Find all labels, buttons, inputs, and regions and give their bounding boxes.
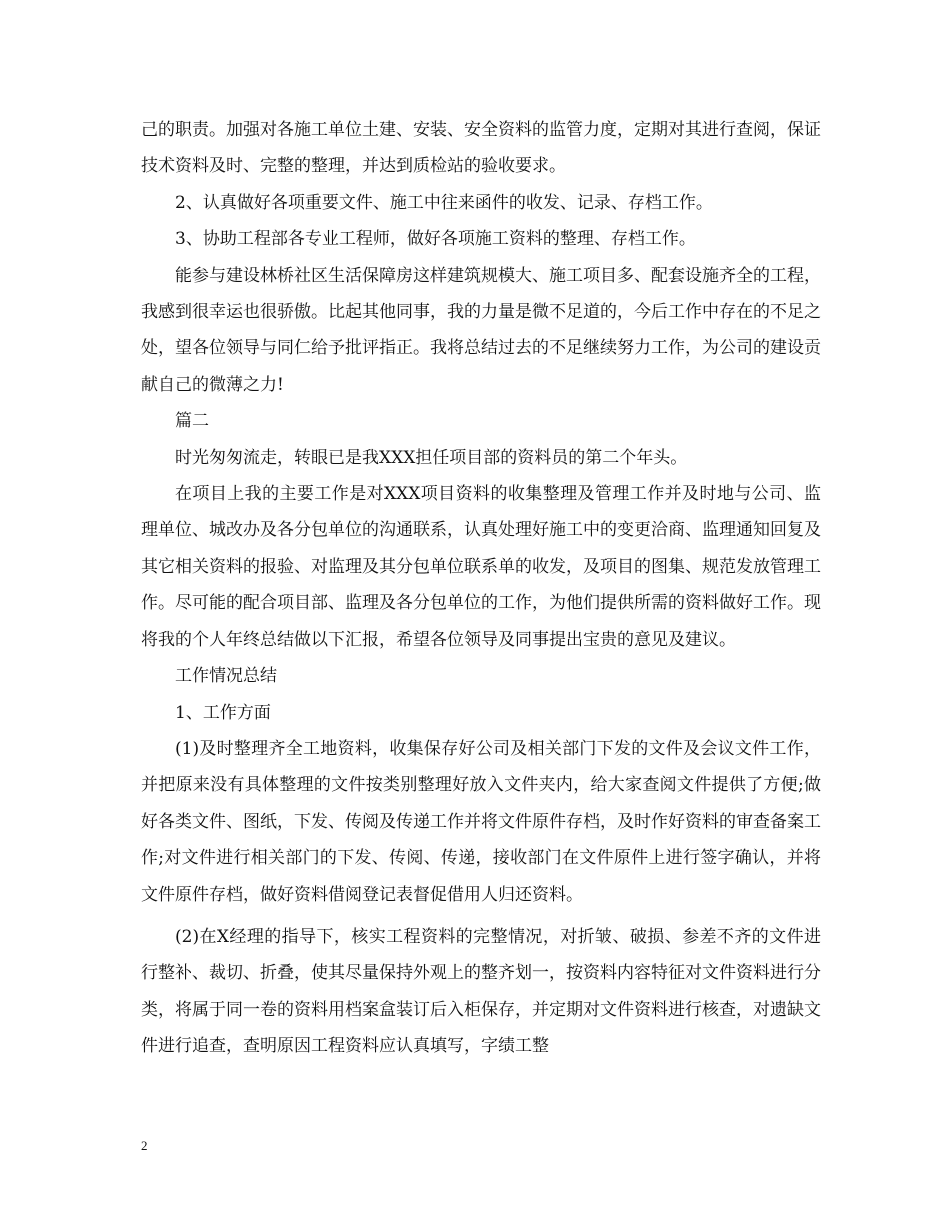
paragraph-2: 2、认真做好各项重要文件、施工中往来函件的收发、记录、存档工作。 [175,192,713,213]
page-number: 2 [141,1138,148,1153]
section-heading-part-two: 篇二 [175,411,209,432]
paragraph-7: 在项目上我的主要工作是对XXX项目资料的收集整理及管理工作并及时地与公司、监理单位、城改办及各分包单位的沟通联系，认真处理好施工中的变更洽商、监理通知回复及其它相关资料的报验、对监理及其分包单位联系单的收发，及项目的图集、规范发放管理工作。尽可能的配合项目部、监理及各分包单位的工作，为他们提供所需的资料做好工作。现将我的个人年终总结做以下汇报，希望各位领导及同事提出宝贵的意见及建议。 [141,484,821,650]
paragraph-1: 己的职责。加强对各施工单位土建、安装、安全资料的监管力度，定期对其进行查阅，保证技术资料及时、完整的整理，并达到质检站的验收要求。 [141,120,821,177]
paragraph-item-1: (1)及时整理齐全工地资料，收集保存好公司及相关部门下发的文件及会议文件工作，并把原来没有具体整理的文件按类别整理好放入文件夹内，给大家查阅文件提供了方便;做好各类文件、图纸，下发、传阅及传递工作并将文件原件存档，及时作好资料的审查备案工作;对文件进行相关部门的下发、传阅、传递，接收部门在文件原件上进行签字确认，并将文件原件存档，做好资料借阅登记表督促借用人归还资料。 [141,738,821,905]
paragraph-6: 时光匆匆流走，转眼已是我XXX担任项目部的资料员的第二个年头。 [175,447,688,468]
document-body [141,112,821,1065]
paragraph-3: 3、协助工程部各专业工程师，做好各项施工资料的整理、存档工作。 [175,229,696,250]
paragraph-4: 能参与建设林桥社区生活保障房这样建筑规模大、施工项目多、配套设施齐全的工程，我感到很幸运也很骄傲。比起其他同事，我的力量是微不足道的，今后工作中存在的不足之处，望各位领导与同仁给予批评指正。我将总结过去的不足继续努力工作，为公司的建设贡献自己的微薄之力! [141,265,821,395]
paragraph-item-2: (2)在X经理的指导下，核实工程资料的完整情况，对折皱、破损、参差不齐的文件进行整补、裁切、折叠，使其尽量保持外观上的整齐划一，按资料内容特征对文件资料进行分类，将属于同一卷的资料用档案盒装订后入柜保存，并定期对文件资料进行核查，对遗缺文件进行追查，查明原因工程资料应认真填写，字绩工整 [141,926,821,1057]
subheading-work-aspect: 1、工作方面 [175,702,271,723]
section-heading-work-summary: 工作情况总结 [175,666,277,687]
